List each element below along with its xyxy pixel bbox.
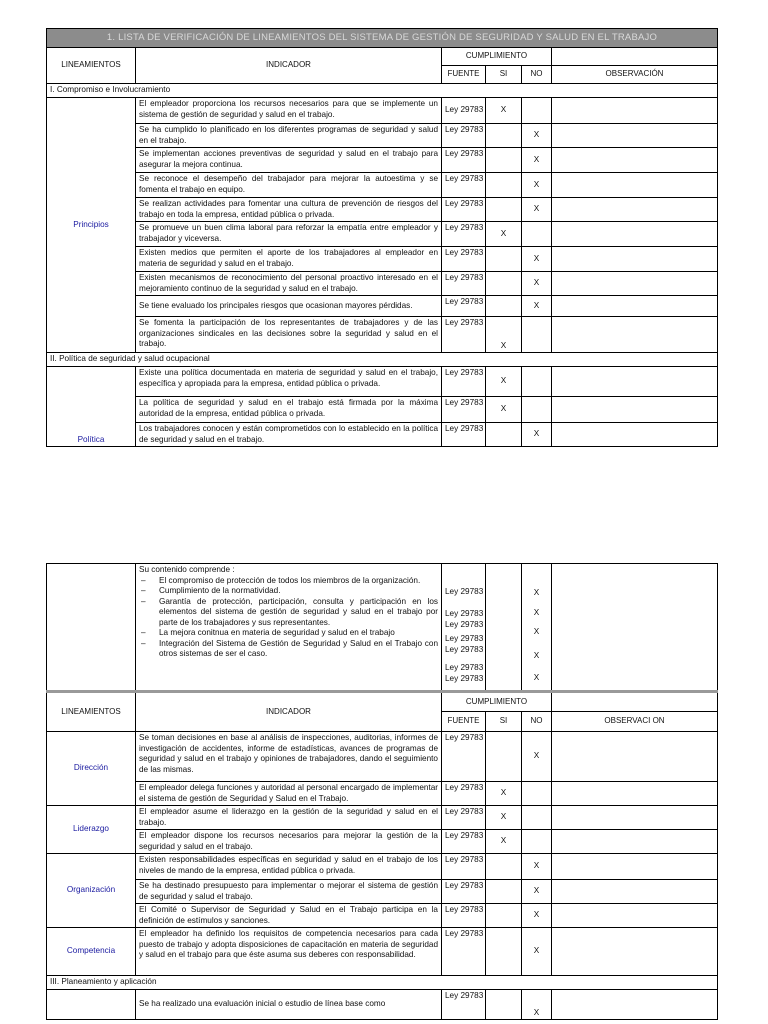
observacion-cell [552, 272, 718, 296]
header-cumplimiento: CUMPLIMIENTO [442, 48, 552, 66]
no-mark: X [533, 588, 540, 597]
si-mark [486, 173, 522, 198]
si-mark [486, 880, 522, 904]
si-mark: X [486, 397, 522, 423]
contenido-intro: Su contenido comprende : [139, 565, 235, 574]
observacion-cell [552, 423, 718, 447]
fuente-cell: Ley 29783 [442, 928, 486, 976]
si-mark [486, 272, 522, 296]
indicator-text: Existen responsabilidades específicas en seguridad y salud en el trabajo de los niveles de mando de la empresa, entidad pública o privada. [136, 854, 442, 880]
observacion-cell [552, 904, 718, 928]
no-mark: X [522, 904, 552, 928]
fuente-cell: Ley 29783 [442, 367, 486, 397]
observacion-cell [552, 296, 718, 317]
si-mark: X [486, 806, 522, 830]
no-mark: X [522, 423, 552, 447]
fuente-cell: Ley 29783 [442, 806, 486, 830]
fuente-cell: Ley 29783 [442, 854, 486, 880]
observacion-cell [552, 880, 718, 904]
no-mark: X [533, 651, 540, 660]
no-mark [522, 98, 552, 124]
indicator-text: Se implementan acciones preventivas de seguridad y salud en el trabajo para asegurar la mejora continua. [136, 148, 442, 173]
header-fuente: FUENTE [442, 712, 486, 732]
indicator-text: Se tiene evaluado los principales riesgos que ocasionan mayores pérdidas. [136, 296, 442, 317]
si-mark: X [486, 317, 522, 353]
header-indicador: INDICADOR [136, 692, 442, 732]
fuente-cell: Ley 29783 [442, 272, 486, 296]
no-mark: X [522, 198, 552, 222]
indicator-text: Se ha cumplido lo planificado en los diferentes programas de seguridad y salud en el trabajo. [136, 124, 442, 148]
fuente-stack [442, 564, 486, 692]
header-indicador: INDICADOR [136, 48, 442, 84]
header-no: NO [522, 66, 552, 84]
fuente-cell: Ley 29783 [442, 173, 486, 198]
table-title: 1. LISTA DE VERIFICACIÓN DE LINEAMIENTOS DEL SISTEMA DE GESTIÓN DE SEGURIDAD Y SALUD EN EL TRABAJO [47, 29, 718, 48]
indicator-text: Se toman decisiones en base al análisis de inspecciones, auditorias, informes de investigación de accidentes, informe de estadísticas, avances de programas de seguridad y salud en el trabajo y opiniones de trabajadores, dando el seguimiento de las mismas. [136, 732, 442, 782]
si-mark [486, 148, 522, 173]
no-mark: X [522, 272, 552, 296]
section-heading: III. Planeamiento y aplicación [47, 976, 718, 990]
indicator-text: Los trabajadores conocen y están comprometidos con lo establecido en la política de seguridad y salud en el trabajo. [136, 423, 442, 447]
header-observacion: OBSERVACI ON [552, 712, 718, 732]
fuente-cell: Ley 29783 [445, 663, 484, 672]
indicator-text: Existe una política documentada en materia de seguridad y salud en el trabajo, específica y apropiada para la empresa, entidad pública o privada. [136, 367, 442, 397]
si-mark [486, 423, 522, 447]
no-mark: X [522, 854, 552, 880]
indicator-text: El empleador delega funciones y autoridad al personal encargado de implementar el sistema de gestión de Seguridad y Salud en el Trabajo. [136, 782, 442, 806]
label-principios: Principios [47, 98, 136, 353]
header-no: NO [522, 712, 552, 732]
si-mark [486, 904, 522, 928]
fuente-cell: Ley 29783 [442, 317, 486, 353]
list-item: – Cumplimiento de la normatividad. [139, 586, 438, 597]
no-mark: X [533, 673, 540, 682]
observacion-cell [552, 397, 718, 423]
fuente-cell: Ley 29783 [442, 148, 486, 173]
fuente-cell: Ley 29783 [445, 634, 484, 643]
no-mark: X [522, 990, 552, 1020]
observacion-cell [552, 806, 718, 830]
fuente-cell: Ley 29783 [442, 397, 486, 423]
observacion-cell [552, 990, 718, 1020]
fuente-cell: Ley 29783 [445, 620, 484, 629]
si-mark [486, 124, 522, 148]
fuente-cell: Ley 29783 [442, 198, 486, 222]
header-fuente: FUENTE [442, 66, 486, 84]
si-mark [486, 990, 522, 1020]
observacion-cell [552, 148, 718, 173]
no-mark [522, 397, 552, 423]
fuente-cell: Ley 29783 [442, 296, 486, 317]
si-mark [486, 296, 522, 317]
observacion-cell [552, 732, 718, 782]
contenido-cell [136, 564, 442, 692]
observacion-cell [552, 854, 718, 880]
indicator-text: El empleador dispone los recursos necesarios para mejorar la gestión de la seguridad y salud en el trabajo. [136, 830, 442, 854]
fuente-cell: Ley 29783 [445, 674, 484, 683]
indicator-text: Existen mecanismos de reconocimiento del personal proactivo interesado en el mejoramiento continuo de la seguridad y salud en el trabajo. [136, 272, 442, 296]
header-cumplimiento: CUMPLIMIENTO [442, 692, 552, 712]
no-mark: X [522, 880, 552, 904]
section-heading: I. Compromiso e Involucramiento [47, 84, 718, 98]
indicator-text: Se reconoce el desempeño del trabajador para mejorar la autoestima y se fomenta el trabajo en equipo. [136, 173, 442, 198]
section-heading: II. Política de seguridad y salud ocupacional [47, 353, 718, 367]
observacion-cell [552, 98, 718, 124]
fuente-cell: Ley 29783 [445, 587, 484, 596]
observacion-cell [552, 173, 718, 198]
no-stack [522, 564, 552, 692]
contenido-list [139, 576, 438, 660]
fuente-cell: Ley 29783 [442, 880, 486, 904]
no-mark: X [533, 627, 540, 636]
si-mark [486, 928, 522, 976]
fuente-cell: Ley 29783 [442, 830, 486, 854]
observacion-cell [552, 317, 718, 353]
no-mark: X [522, 173, 552, 198]
observacion-cell [552, 367, 718, 397]
indicator-text: El empleador proporciona los recursos necesarios para que se implemente un sistema de gestión de seguridad y salud en el trabajo. [136, 98, 442, 124]
fuente-cell: Ley 29783 [445, 645, 484, 654]
label-politica: Política [47, 367, 136, 447]
si-mark: X [486, 830, 522, 854]
fuente-cell: Ley 29783 [442, 732, 486, 782]
no-mark: X [533, 608, 540, 617]
checklist-table-1 [46, 28, 718, 447]
si-mark [486, 198, 522, 222]
fuente-cell: Ley 29783 [442, 222, 486, 247]
fuente-cell: Ley 29783 [442, 124, 486, 148]
observacion-cell [552, 782, 718, 806]
fuente-cell: Ley 29783 [442, 990, 486, 1020]
fuente-cell: Ley 29783 [442, 423, 486, 447]
fuente-cell: Ley 29783 [442, 247, 486, 272]
no-mark: X [522, 247, 552, 272]
no-mark [522, 367, 552, 397]
fuente-cell: Ley 29783 [445, 609, 484, 618]
no-mark [522, 317, 552, 353]
header-observacion: OBSERVACIÓN [552, 66, 718, 84]
si-mark: X [486, 367, 522, 397]
fuente-cell: Ley 29783 [442, 904, 486, 928]
header-si: SI [486, 66, 522, 84]
no-mark: X [522, 148, 552, 173]
indicator-text: Se ha destinado presupuesto para implementar o mejorar el sistema de gestión de seguridad y salud el trabajo. [136, 880, 442, 904]
no-mark [522, 830, 552, 854]
no-mark [522, 782, 552, 806]
indicator-text: Se realizan actividades para fomentar una cultura de prevención de riesgos del trabajo en toda la empresa, entidad pública o privada. [136, 198, 442, 222]
list-item: – El compromiso de protección de todos los miembros de la organización. [139, 576, 438, 587]
indicator-text: La política de seguridad y salud en el trabajo está firmada por la máxima autoridad de la empresa, entidad pública o privada. [136, 397, 442, 423]
indicator-text: Se ha realizado una evaluación inicial o estudio de línea base como [136, 990, 442, 1020]
si-mark [486, 854, 522, 880]
fuente-cell: Ley 29783 [442, 782, 486, 806]
no-mark [522, 222, 552, 247]
no-mark: X [522, 928, 552, 976]
indicator-text: El Comité o Supervisor de Seguridad y Salud en el Trabajo participa en la definición de estímulos y sanciones. [136, 904, 442, 928]
observacion-cell [552, 198, 718, 222]
si-mark: X [486, 98, 522, 124]
list-item: – Garantía de protección, participación, consulta y participación en los elementos del sistema de gestión de seguridad y salud en el trabajo por parte de los trabajadores y sus representantes. [139, 597, 438, 629]
header-lineamientos: LINEAMIENTOS [47, 48, 136, 84]
indicator-text: El empleador asume el liderazgo en la gestión de la seguridad y salud en el trabajo. [136, 806, 442, 830]
observacion-cell [552, 247, 718, 272]
label-competencia: Competencia [47, 928, 136, 976]
indicator-text: El empleador ha definido los requisitos de competencia necesarios para cada puesto de trabajo y adopta disposiciones de capacitación en materia de seguridad y salud en el trabajo para que éste asuma sus deberes con responsabilidad. [136, 928, 442, 976]
si-mark [486, 247, 522, 272]
label-liderazgo: Liderazgo [47, 806, 136, 854]
no-mark: X [522, 124, 552, 148]
indicator-text: Se promueve un buen clima laboral para reforzar la empatía entre empleador y trabajador y viceversa. [136, 222, 442, 247]
no-mark [522, 806, 552, 830]
observacion-cell [552, 830, 718, 854]
si-mark: X [486, 222, 522, 247]
list-item: – Integración del Sistema de Gestión de Seguridad y Salud en el Trabajo con otros sistemas de ser el caso. [139, 639, 438, 660]
indicator-text: Se fomenta la participación de los representantes de trabajadores y de las organizaciones sindicales en las decisiones sobre la seguridad y salud en el trabajo. [136, 317, 442, 353]
si-mark [486, 732, 522, 782]
indicator-text: Existen medios que permiten el aporte de los trabajadores al empleador en materia de seguridad y salud en el trabajo. [136, 247, 442, 272]
fuente-cell: Ley 29783 [442, 98, 486, 124]
observacion-cell [552, 222, 718, 247]
no-mark: X [522, 732, 552, 782]
header-si: SI [486, 712, 522, 732]
header-lineamientos: LINEAMIENTOS [47, 692, 136, 732]
checklist-table-2 [46, 563, 718, 1020]
label-direccion: Dirección [47, 732, 136, 806]
list-item: – La mejora conitnua en materia de seguridad y salud en el trabajo [139, 628, 438, 639]
observacion-cell [552, 124, 718, 148]
si-mark: X [486, 782, 522, 806]
no-mark: X [522, 296, 552, 317]
label-organizacion: Organización [47, 854, 136, 928]
observacion-cell [552, 928, 718, 976]
